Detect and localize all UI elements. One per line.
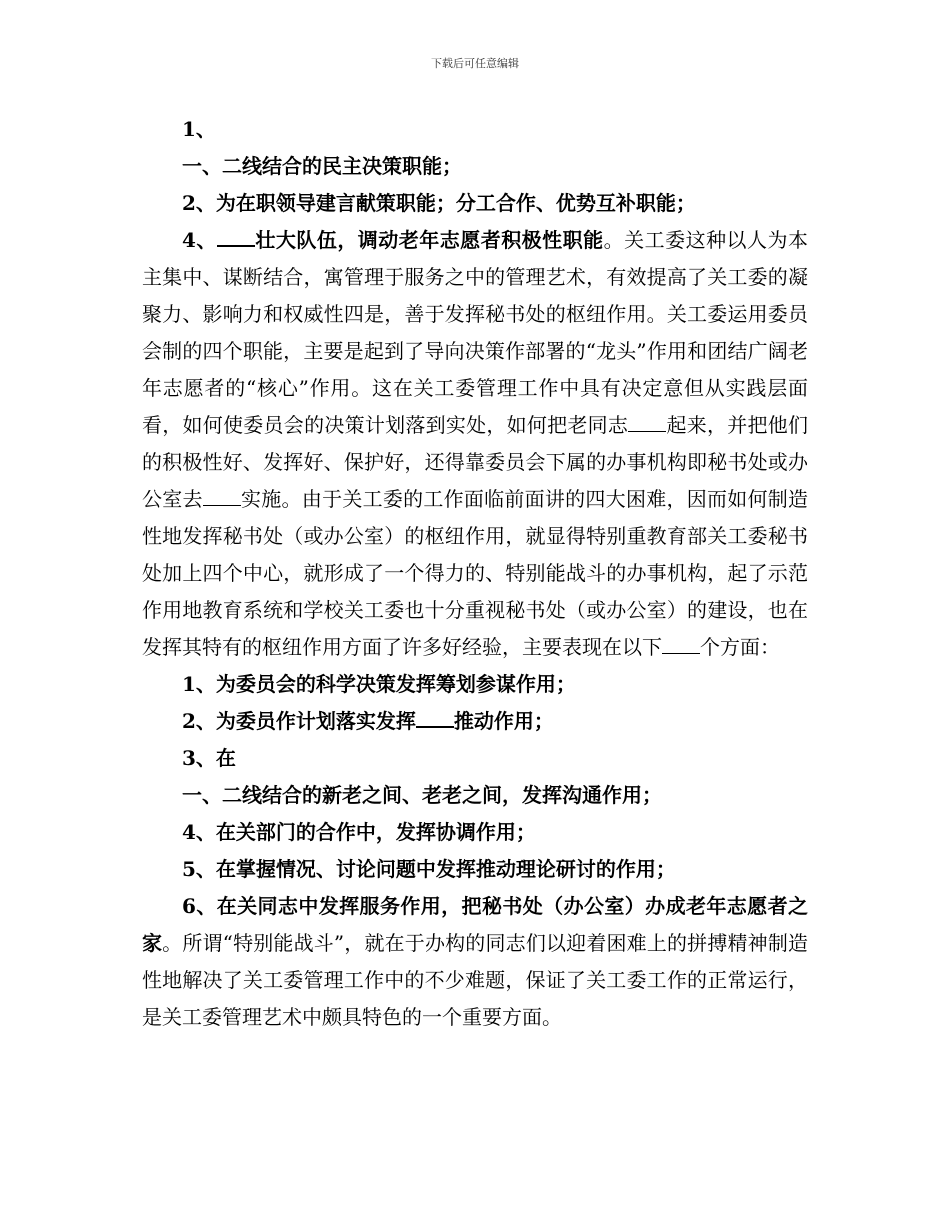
paragraph-4-text-4: 个方面：: [700, 635, 780, 659]
paragraph-4-text-2: 起来，并把他们的积极性好、发挥好、保护好，还得靠委员会下属的办事机构即秘书处或办公室去: [142, 413, 809, 511]
page-header: 下载后可任意编辑: [431, 57, 519, 70]
paragraph-11: [142, 888, 808, 1036]
paragraph-4: [142, 222, 808, 666]
paragraph-7: 3、在: [182, 746, 236, 770]
paragraph-4-text-1: 。关工委这种以人为本主集中、谋断结合，寓管理于服务之中的管理艺术，有效提高了关工委的凝聚力、影响力和权威性四是，善于发挥秘书处的枢纽作用。关工委运用委员会制的四个职能，主要是起到了导向决策作部署的“龙头”作用和团结广阔老年志愿者的“核心”作用。这在关工委管理工作中具有决定意但从实践层面看，如何使委员会的决策计划落到实处，如何把老同志: [142, 228, 809, 437]
paragraph-9: 4、在关部门的合作中，发挥协调作用；: [182, 820, 536, 844]
paragraph-3: 2、为在职领导建言献策职能；分工合作、优势互补职能；: [182, 191, 696, 215]
fill-blank-3: [203, 484, 241, 506]
paragraph-4-bold-lead: 4、: [182, 228, 217, 252]
fill-blank-5: [416, 705, 454, 728]
paragraph-5: 1、为委员会的科学决策发挥筹划参谋作用；: [182, 672, 576, 696]
paragraph-10: 5、在掌握情况、讨论问题中发挥推动理论研讨的作用；: [182, 857, 676, 881]
paragraph-6-text-2: 推动作用；: [453, 709, 554, 733]
paragraph-11-text: 。所谓“特别能战斗”，就在于办构的同志们以迎着困难上的拼搏精神制造性地解决了关工委管理工作中的不少难题，保证了关工委工作的正常运行，是关工委管理艺术中颇具特色的一个重要方面。: [142, 931, 808, 1029]
paragraph-1: 1、: [182, 117, 216, 141]
fill-blank-1: [217, 224, 255, 247]
paragraph-11-bold: 6、在关同志中发挥服务作用，把秘书处（办公室）办成老年志愿者之家: [142, 894, 808, 955]
paragraph-6: [142, 703, 808, 740]
paragraph-6-text-1: 2、为委员作计划落实发挥: [182, 709, 416, 733]
paragraph-4-text-3: 实施。由于关工委的工作面临前面讲的四大困难，因而如何制造性地发挥秘书处（或办公室）的枢纽作用，就显得特别重教育部关工委秘书处加上四个中心，就形成了一个得力的、特别能战斗的办事机构，起了示范作用地教育系统和学校关工委也十分重视秘书处（或办公室）的建设，也在发挥其特有的枢纽作用方面了许多好经验，主要表现在以下: [142, 487, 809, 659]
paragraph-4-bold-heading: 壮大队伍，调动老年志愿者积极性职能: [254, 228, 604, 252]
fill-blank-4: [662, 632, 700, 654]
paragraph-8: 一、二线结合的新老之间、老老之间，发挥沟通作用；: [182, 783, 662, 807]
paragraph-2: 一、二线结合的民主决策职能；: [182, 154, 462, 178]
document-body: [142, 111, 808, 1036]
fill-blank-2: [628, 410, 666, 432]
